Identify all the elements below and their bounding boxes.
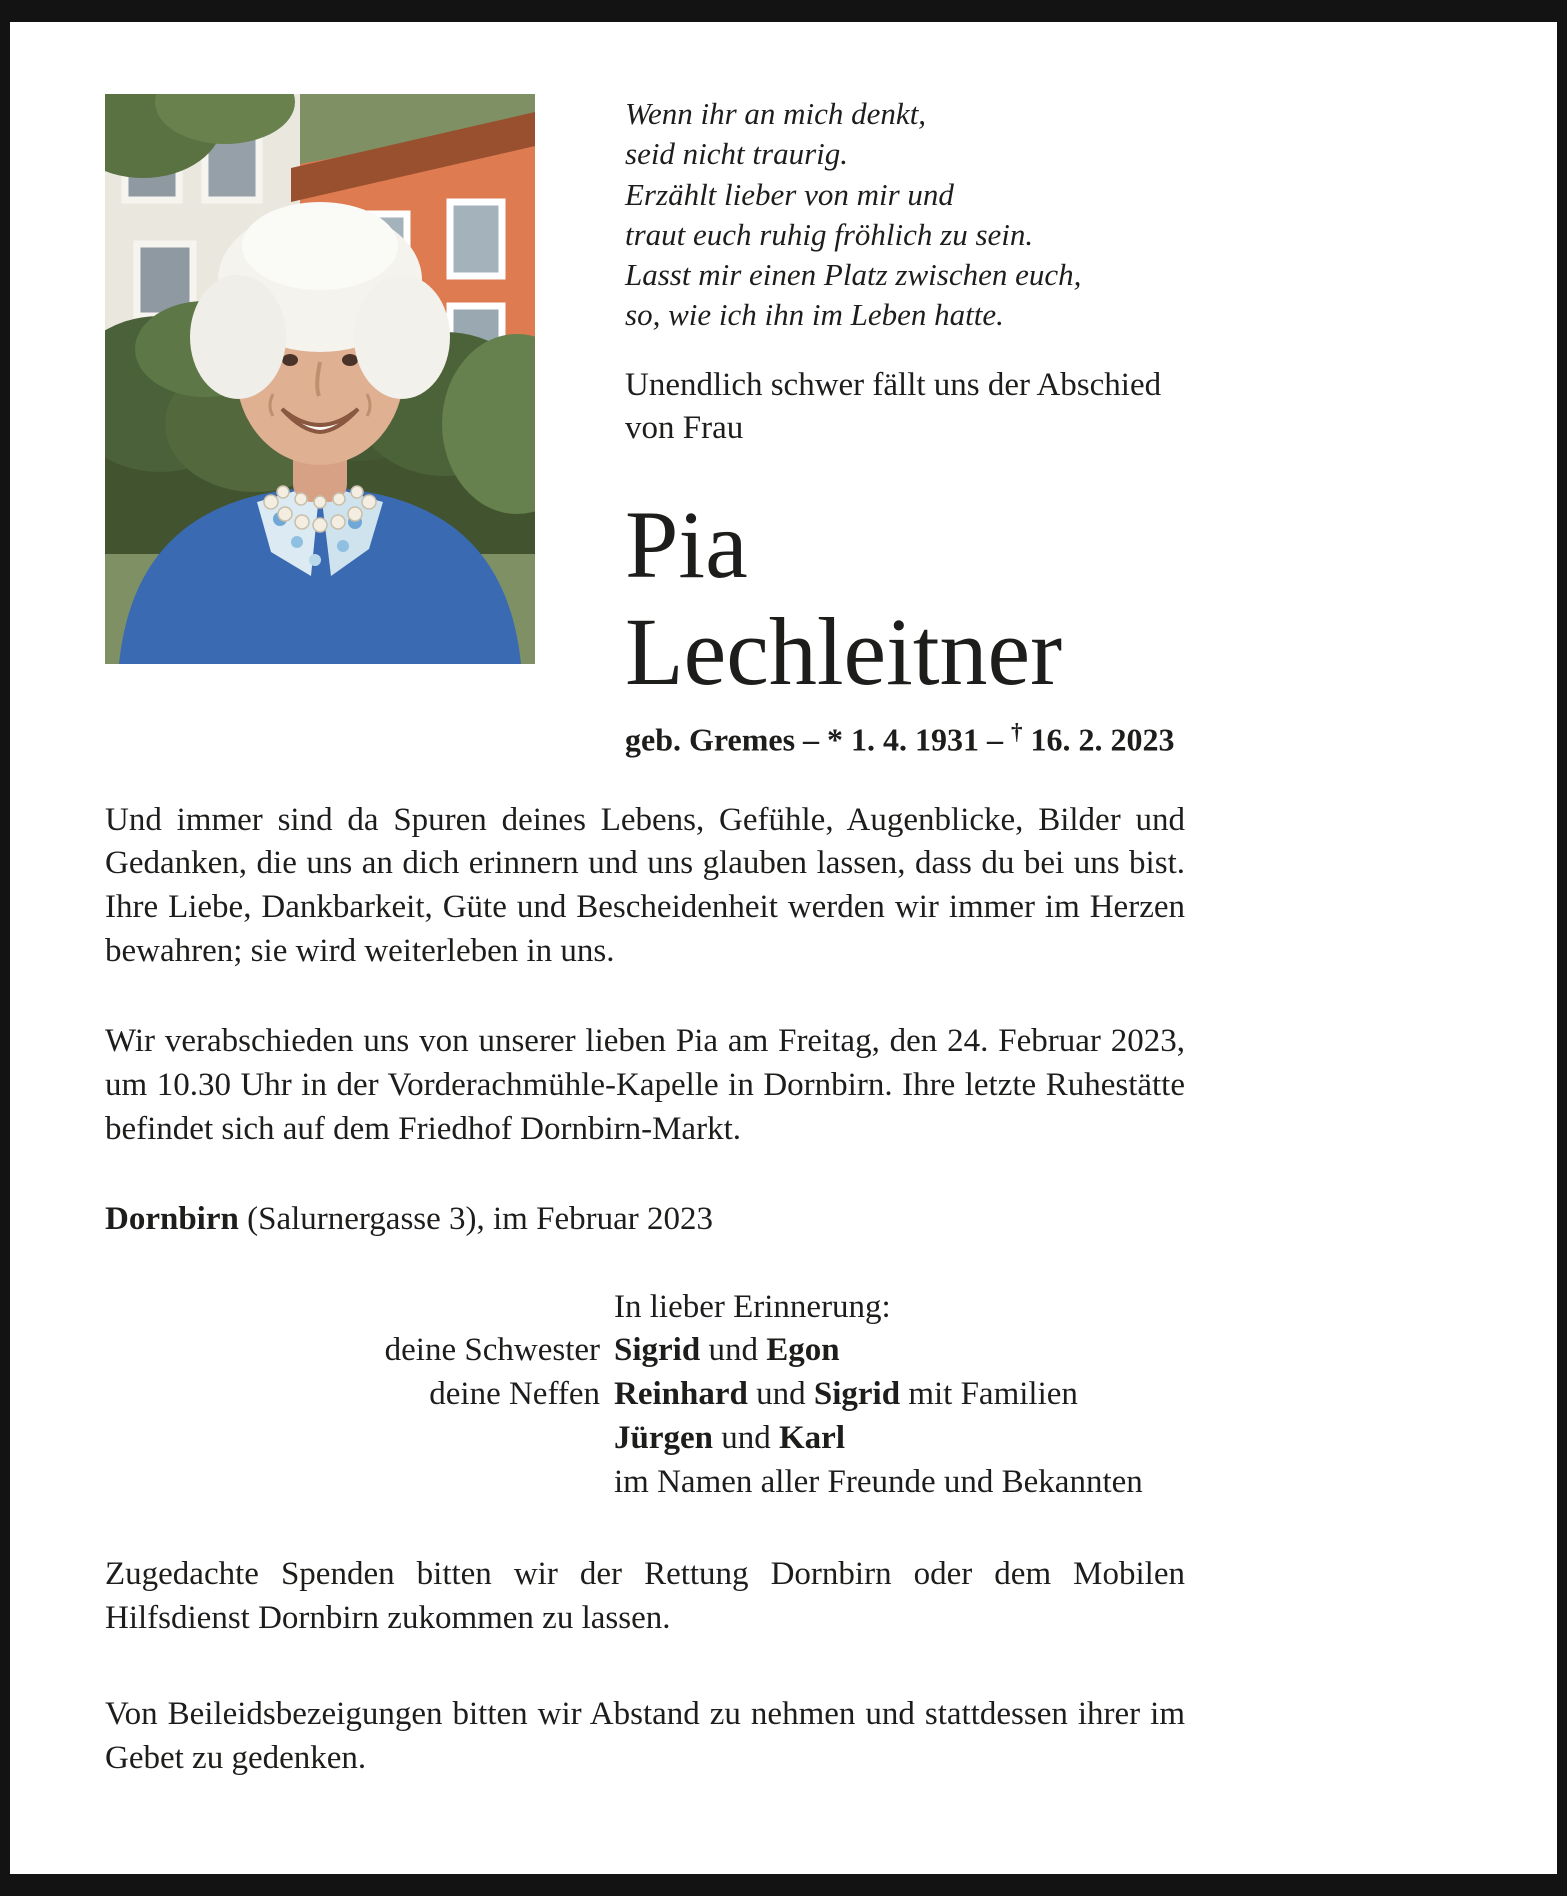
relation-names: [614, 1417, 1185, 1461]
names-connector: und: [747, 1376, 814, 1413]
poem-line: seid nicht traurig.: [625, 136, 849, 172]
poem-line: Wenn ihr an mich denkt,: [625, 96, 927, 131]
names-connector: und: [700, 1332, 767, 1369]
mourner-name: Egon: [766, 1332, 840, 1369]
names-connector: und: [713, 1420, 779, 1457]
memorial-poem: [625, 94, 1185, 336]
mourner-name: Sigrid: [813, 1376, 901, 1413]
mourner-name: Reinhard: [614, 1376, 748, 1413]
header-section: [105, 94, 1185, 759]
relation-label: deine Schwester: [384, 1332, 600, 1369]
memorial-heading: In lieber Erinnerung:: [614, 1288, 891, 1325]
memorial-heading-spacer: [105, 1286, 600, 1330]
poem-line: traut euch ruhig fröhlich zu sein.: [625, 216, 1034, 252]
city-name: Dornbirn: [105, 1200, 239, 1237]
poem-line: Erzählt lieber von mir und: [625, 176, 954, 212]
birth-date: 1. 4. 1931 –: [843, 721, 1012, 758]
relation-names: [614, 1329, 1185, 1373]
relation-label: [105, 1417, 600, 1461]
memorial-row-more-names: [105, 1417, 1185, 1461]
last-name: Lechleitner: [625, 598, 1063, 706]
memory-paragraph: Und immer sind da Spuren deines Lebens, Gefühle, Augenblicke, Bilder und Gedanken, die uns an dich erinnern und uns glauben lassen, dass du bei uns bist. Ihre Liebe, Dankbarkeit, Güte und Bescheidenheit werden wir immer im Herzen bewahren; sie wird weiterleben in uns.: [105, 801, 1185, 970]
mourner-name: Karl: [779, 1420, 845, 1457]
memorial-closing: im Namen aller Freunde und Bekannten: [614, 1464, 1143, 1501]
place-date-rest: (Salurnergasse 3), im Februar 2023: [238, 1200, 713, 1237]
deceased-name: [625, 491, 1185, 706]
death-cross-symbol: †: [1011, 717, 1023, 744]
poem-line: so, wie ich ihn im Leben hatte.: [625, 297, 1004, 333]
relation-label: deine Neffen: [429, 1376, 600, 1413]
birth-star-symbol: *: [827, 721, 844, 758]
portrait-photo-illustration: [105, 94, 535, 664]
donations-paragraph: Zugedachte Spenden bitten wir der Rettung Dornbirn oder dem Mobilen Hilfsdienst Dornbirn zukommen zu lassen.: [105, 1555, 1185, 1636]
relation-names: [614, 1373, 1185, 1417]
life-dates: [625, 718, 1185, 759]
farewell-paragraph: Wir verabschieden uns von unserer lieben Pia am Freitag, den 24. Februar 2023, um 10.30 Uhr in der Vorderachmühle-Kapelle in Dornbirn. Ihre letzte Ruhestätte befindet sich auf dem Friedhof Dornbirn-Markt.: [105, 1023, 1185, 1147]
place-date-line: [105, 1198, 1185, 1242]
poem-line: Lasst mir einen Platz zwischen euch,: [625, 257, 1082, 293]
memorial-row-sister: [105, 1329, 1185, 1373]
death-date: 16. 2. 2023: [1022, 721, 1175, 758]
first-name: Pia: [625, 490, 748, 598]
memorial-closing-row: [105, 1461, 1185, 1505]
memorial-section: [105, 1286, 1185, 1505]
condolences-paragraph: Von Beileidsbezeigungen bitten wir Abstand zu nehmen und stattdessen ihrer im Gebet zu gedenken.: [105, 1695, 1185, 1776]
names-suffix: mit Familien: [900, 1376, 1078, 1413]
intro-text: Unendlich schwer fällt uns der Abschied von Frau: [625, 366, 1162, 447]
memorial-heading-row: [105, 1286, 1185, 1330]
memorial-closing-spacer: [105, 1461, 600, 1505]
memorial-row-nephews: [105, 1373, 1185, 1417]
mourner-name: Sigrid: [614, 1332, 701, 1369]
mourner-name: Jürgen: [614, 1420, 713, 1457]
header-text-column: [625, 94, 1185, 759]
portrait-photo: [105, 94, 535, 664]
maiden-name: geb. Gremes –: [625, 721, 828, 758]
